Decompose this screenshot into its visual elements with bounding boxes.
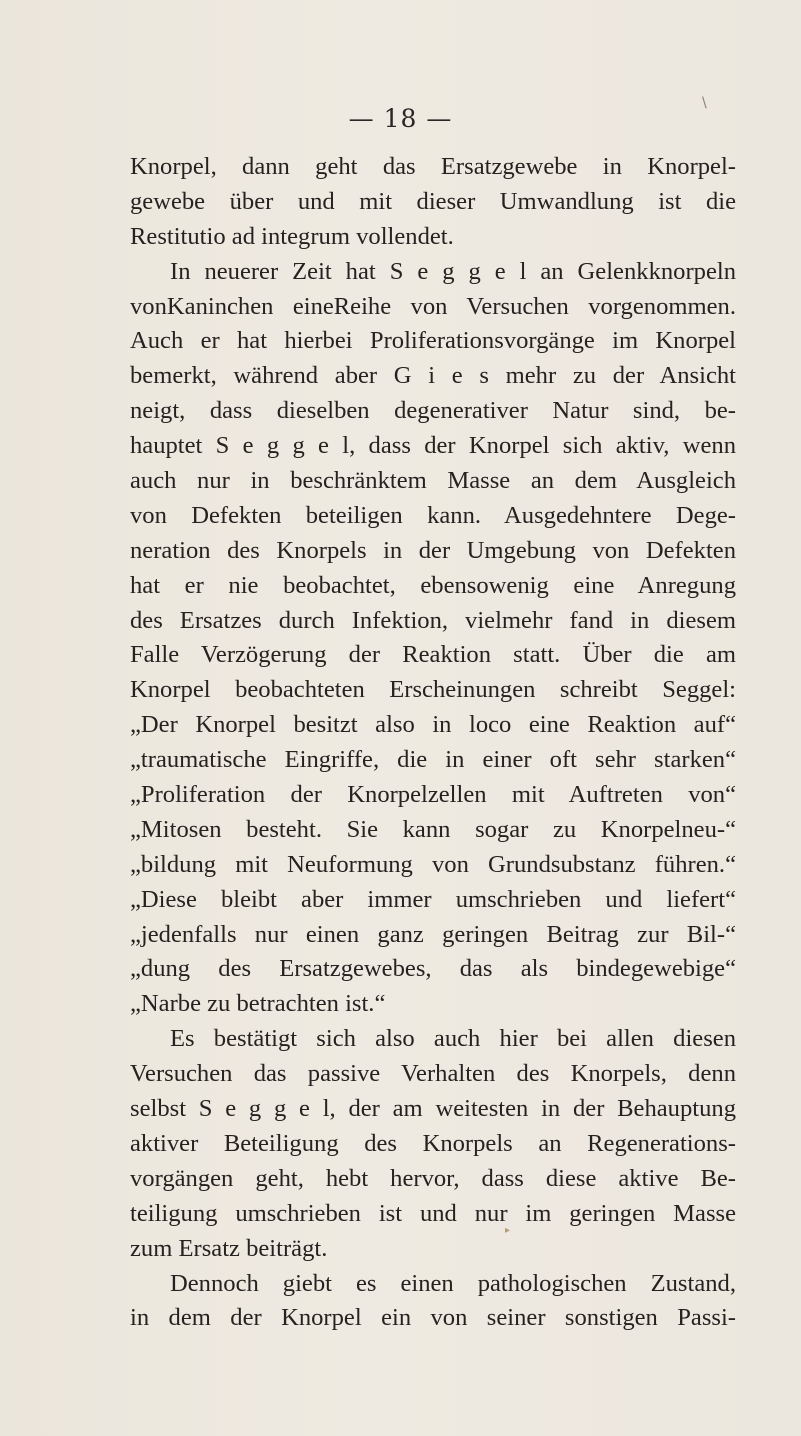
text-line: neration des Knorpels in der Umgebung von Defekten: [130, 536, 736, 564]
text-line: „traumatische Eingriffe, die in einer oft sehr starken“: [130, 746, 736, 774]
text-line: „jedenfalls nur einen ganz geringen Beitrag zur Bil-“: [130, 920, 736, 948]
text-line: neigt, dass dieselben degenerativer Natur sind, be-: [130, 397, 736, 425]
text-line: des Ersatzes durch Infektion, vielmehr fand in diesem: [130, 606, 736, 634]
text-line: „bildung mit Neuformung von Grundsubstanz führen.“: [130, 850, 736, 878]
text-line: „Mitosen besteht. Sie kann sogar zu Knorpelneu-“: [130, 815, 736, 843]
page-number: — 18 —: [348, 104, 453, 133]
text-line: gewebe über und mit dieser Umwandlung ist die: [130, 187, 736, 215]
print-mark: ▸: [505, 1225, 511, 1236]
text-line: selbst S e g g e l, der am weitesten in der Behauptung: [130, 1095, 736, 1123]
text-line: „Proliferation der Knorpelzellen mit Auftreten von“: [130, 781, 736, 809]
text-line: Es bestätigt sich also auch hier bei allen diesen: [170, 1025, 736, 1053]
text-line: hat er nie beobachtet, ebensowenig eine Anregung: [130, 571, 736, 599]
text-line: aktiver Beteiligung des Knorpels an Regenerations-: [130, 1129, 736, 1157]
text-line: „Diese bleibt aber immer umschrieben und liefert“: [130, 885, 736, 913]
text-line: hauptet S e g g e l, dass der Knorpel sich aktiv, wenn: [130, 432, 736, 460]
text-line: bemerkt, während aber G i e s mehr zu der Ansicht: [130, 362, 736, 390]
text-line: Falle Verzögerung der Reaktion statt. Über die am: [130, 641, 736, 669]
text-line: Versuchen das passive Verhalten des Knorpels, denn: [130, 1060, 736, 1088]
text-line: In neuerer Zeit hat S e g g e l an Gelenkknorpeln: [170, 257, 736, 285]
text-line: „dung des Ersatzgewebes, das als bindegewebige“: [130, 955, 736, 983]
text-line: Dennoch giebt es einen pathologischen Zustand,: [170, 1269, 736, 1297]
text-line: Auch er hat hierbei Proliferationsvorgänge im Knorpel: [130, 327, 736, 355]
text-line: vorgängen geht, hebt hervor, dass diese aktive Be-: [130, 1164, 736, 1192]
text-line: vonKaninchen eineReihe von Versuchen vorgenommen.: [130, 292, 736, 320]
text-line: Restitutio ad integrum vollendet.: [130, 222, 454, 250]
text-line: „Narbe zu betrachten ist.“: [130, 990, 386, 1018]
margin-mark: \: [702, 95, 707, 111]
text-line: „Der Knorpel besitzt also in loco eine Reaktion auf“: [130, 711, 736, 739]
text-line: Knorpel, dann geht das Ersatzgewebe in Knorpel-: [130, 153, 736, 180]
text-line: teiligung umschrieben ist und nur im geringen Masse: [130, 1199, 736, 1227]
body-text: [130, 150, 736, 1336]
text-line: Knorpel beobachteten Erscheinungen schreibt Seggel:: [130, 676, 736, 704]
text-line: zum Ersatz beiträgt.: [130, 1234, 328, 1262]
text-line: auch nur in beschränktem Masse an dem Ausgleich: [130, 467, 736, 495]
text-line: von Defekten beteiligen kann. Ausgedehntere Dege-: [130, 501, 736, 529]
text-line: in dem der Knorpel ein von seiner sonstigen Passi-: [130, 1304, 736, 1332]
